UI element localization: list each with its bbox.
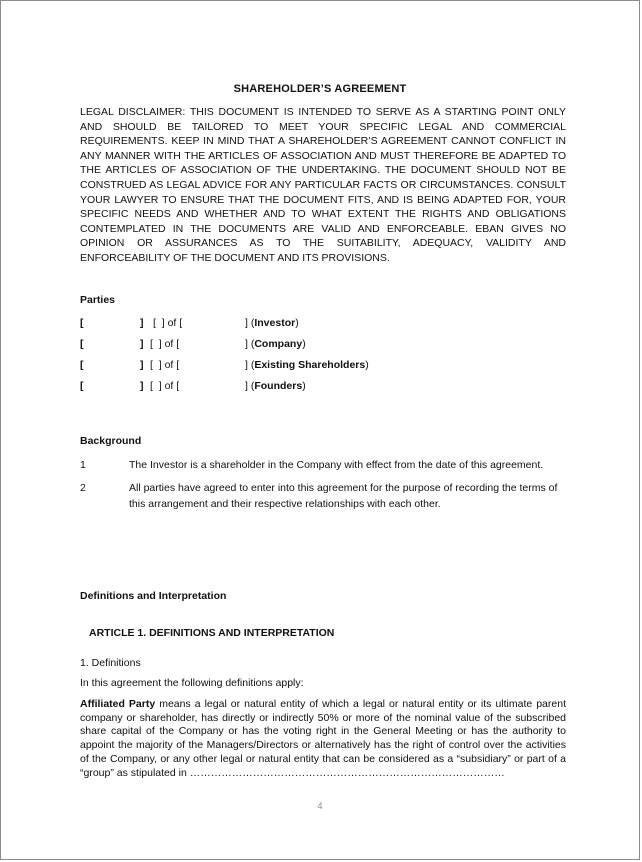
document-title: SHAREHOLDER’S AGREEMENT [233, 83, 407, 95]
parties-heading: Parties [80, 294, 116, 306]
definition-affiliated-party [80, 698, 566, 780]
party-open-bracket: [ [80, 317, 84, 329]
party-row-investor [80, 317, 500, 331]
definitions-label: 1. Definitions [80, 657, 141, 669]
background-item [80, 457, 566, 473]
article-title: ARTICLE 1. DEFINITIONS AND INTERPRETATION [89, 627, 335, 639]
background-item-text: The Investor is a shareholder in the Company with effect from the date of this agreement. [129, 459, 544, 471]
page-number: 4 [317, 801, 323, 811]
party-end: ] (Founders) [245, 380, 306, 392]
definition-term: Affiliated Party [80, 698, 156, 710]
party-of: [ ] of [ [153, 317, 183, 329]
legal-disclaimer: LEGAL DISCLAIMER: THIS DOCUMENT IS INTENDED TO SERVE AS A STARTING POINT ONLY AND SHOULD BE TAILORED TO MEET YOUR SPECIFIC LEGAL AND COMMERCIAL REQUIREMENTS. KEEP IN MIND THAT A SHAREHOLDER’S AGREEMENT CANNOT CONFLICT IN ANY MANNER WITH THE ARTICLES OF ASSOCIATION AND MUST THEREFORE BE ADAPTED TO THE ARTICLES OF ASSOCIATION OF THE UNDERTAKING. THE DOCUMENT SHOULD NOT BE CONSTRUED AS LEGAL ADVICE FOR ANY PARTICULAR FACTS OR CIRCUMSTANCES. CONSULT YOUR LAWYER TO ENSURE THAT THE DOCUMENT FITS, AND IS BEING ADAPTED FOR, YOUR SPECIFIC NEEDS AND WHETHER AND TO WHAT EXTENT THE RIGHTS AND OBLIGATIONS CONTEMPLATED IN THE DOCUMENTS ARE VALID AND ENFORCEABLE. EBAN GIVES NO OPINION OR ASSURANCES AS TO THE SUITABILITY, ADEQUACY, VALIDITY AND ENFORCEABILITY OF THE DOCUMENT AND ITS PROVISIONS. [80, 106, 566, 264]
background-item-text: All parties have agreed to enter into this agreement for the purpose of recording the terms of this arrangement and their respective relationships with each other. [129, 482, 558, 510]
party-end: ] (Company) [245, 338, 306, 350]
party-row-existing-shareholders [80, 359, 500, 373]
party-row-company [80, 338, 500, 352]
party-role: Founders [254, 380, 303, 392]
party-close-bracket: ] [140, 359, 144, 371]
party-of: [ ] of [ [150, 359, 180, 371]
background-heading: Background [80, 435, 142, 447]
party-open-bracket: [ [80, 338, 84, 350]
definitions-intro: In this agreement the following definitions apply: [80, 677, 304, 689]
party-close-bracket: ] [140, 380, 144, 392]
definitions-heading: Definitions and Interpretation [80, 590, 227, 602]
party-of: [ ] of [ [150, 380, 180, 392]
definition-dots: ……………………………………………………………………………… [189, 766, 505, 779]
party-open-bracket: [ [80, 380, 84, 392]
party-open-bracket: [ [80, 359, 84, 371]
background-item-number: 2 [80, 482, 86, 494]
party-end: ] (Investor) [245, 317, 299, 329]
party-close-bracket: ] [140, 338, 144, 350]
party-role: Investor [254, 317, 296, 329]
definition-text: means a legal or natural entity of which a legal or natural entity or its ultimate parent company or shareholder, has directly or indirectly 50% or more of the nominal value of the subscribed share capital of the Company or has the voting right in the General Meeting or has the authority to appoint the majority of the Managers/Directors or alternatively has the right of control over the activities of the Company, or any other legal or natural entity that can be considered as a “subsidiary” or part of a “group” as stipulated in [80, 698, 566, 779]
party-role: Company [254, 338, 303, 350]
party-end: ] (Existing Shareholders) [245, 359, 369, 371]
background-item-number: 1 [80, 459, 86, 471]
party-close-bracket: ] [140, 317, 144, 329]
party-role: Existing Shareholders [254, 359, 366, 371]
background-item [80, 480, 566, 514]
party-row-founders [80, 380, 500, 394]
party-of: [ ] of [ [150, 338, 180, 350]
